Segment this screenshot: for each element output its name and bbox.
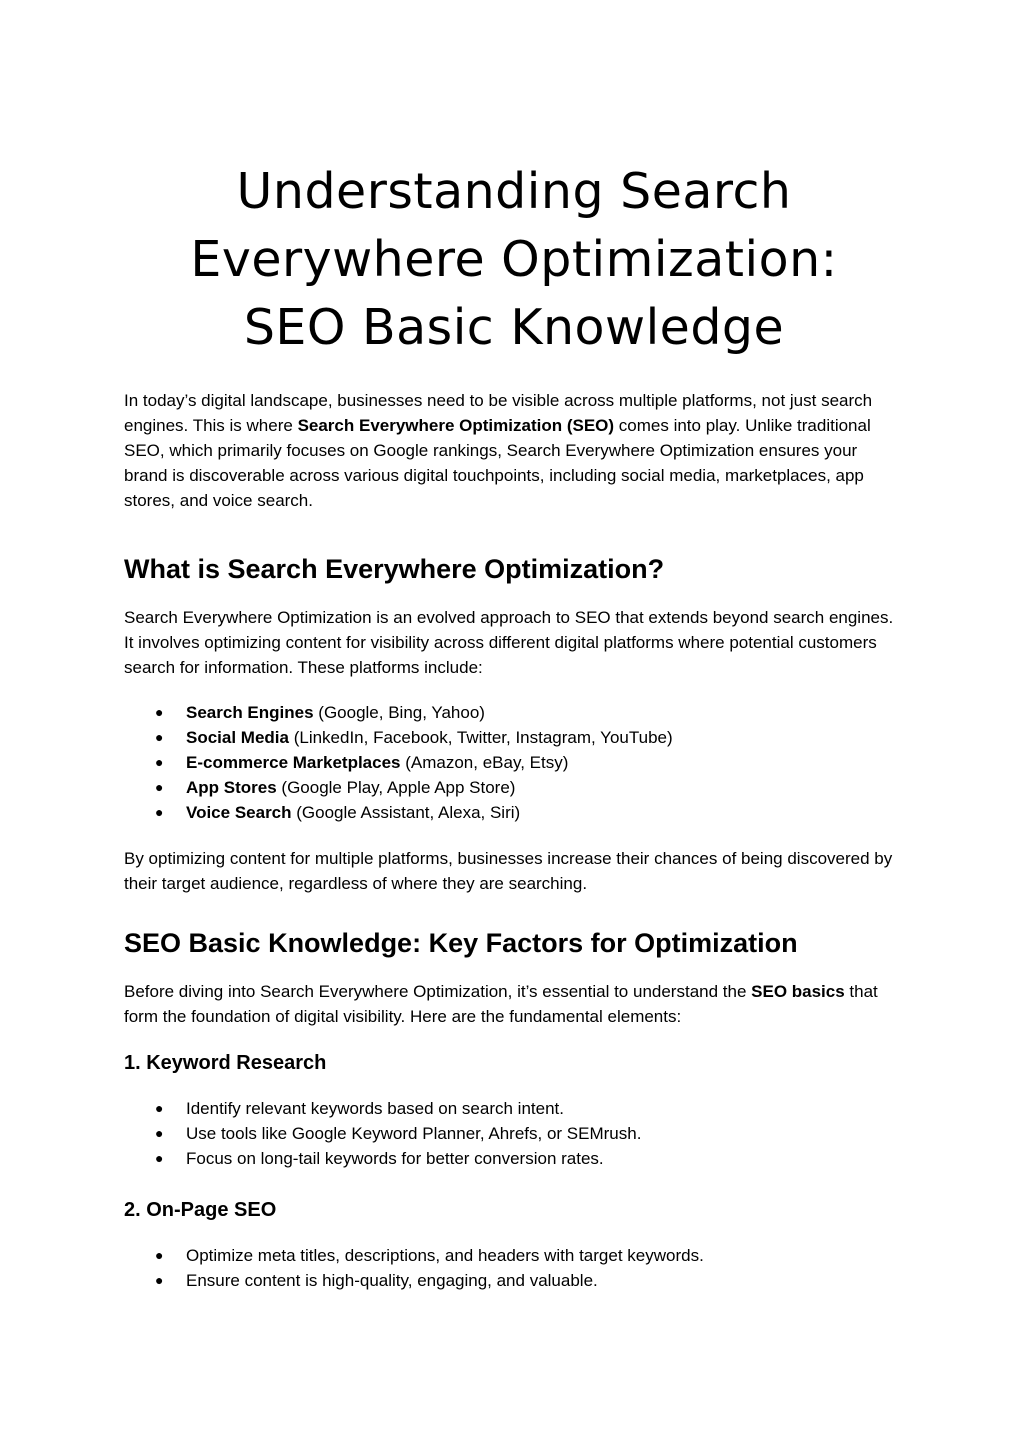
list-item bbox=[124, 800, 904, 825]
section2-bold-term: SEO basics bbox=[751, 982, 845, 1001]
platform-examples: (LinkedIn, Facebook, Twitter, Instagram, YouTube) bbox=[288, 728, 673, 747]
list-item bbox=[124, 775, 904, 800]
bullet-icon: ● bbox=[155, 1247, 164, 1263]
platform-examples: (Amazon, eBay, Etsy) bbox=[400, 753, 569, 772]
intro-paragraph bbox=[124, 388, 904, 513]
list-item-text: Ensure content is high-quality, engaging, and valuable. bbox=[186, 1271, 598, 1290]
bullet-icon: ● bbox=[155, 779, 164, 795]
intro-text-before: In today’s digital landscape, businesses need to be visible across multiple platforms, not just search engines. This is where bbox=[124, 391, 873, 435]
list-item-text: Use tools like Google Keyword Planner, Ahrefs, or SEMrush. bbox=[186, 1124, 642, 1143]
keyword-research-list bbox=[124, 1096, 904, 1171]
intro-bold-term: Search Everywhere Optimization (SEO) bbox=[297, 416, 615, 435]
page-title bbox=[124, 158, 904, 362]
section2-text-before: Before diving into Search Everywhere Optimization, it’s essential to understand the bbox=[124, 982, 752, 1001]
list-item bbox=[124, 700, 904, 725]
platform-examples: (Google Assistant, Alexa, Siri) bbox=[291, 803, 521, 822]
section2-paragraph bbox=[124, 979, 904, 1029]
bullet-icon: ● bbox=[155, 729, 164, 745]
platform-examples: (Google, Bing, Yahoo) bbox=[313, 703, 485, 722]
platform-name: Social Media bbox=[186, 728, 289, 747]
subheading-on-page-seo: 2. On-Page SEO bbox=[124, 1199, 277, 1221]
platform-examples: (Google Play, Apple App Store) bbox=[276, 778, 516, 797]
subheading-keyword-research: 1. Keyword Research bbox=[124, 1052, 327, 1074]
bullet-icon: ● bbox=[155, 1272, 164, 1288]
platform-name: E-commerce Marketplaces bbox=[186, 753, 401, 772]
platform-name: Search Engines bbox=[186, 703, 314, 722]
platform-list bbox=[124, 700, 904, 825]
on-page-seo-list bbox=[124, 1243, 904, 1293]
list-item bbox=[124, 1121, 904, 1146]
platform-name: App Stores bbox=[186, 778, 277, 797]
platform-name: Voice Search bbox=[186, 803, 292, 822]
section1-paragraph: Search Everywhere Optimization is an evolved approach to SEO that extends beyond search engines. It involves optimizing content for visibility across different digital platforms where potential customers search for information. These platforms include: bbox=[124, 608, 894, 677]
title-line-2: Everywhere Optimization: bbox=[190, 231, 838, 288]
section-heading-seo-basics: SEO Basic Knowledge: Key Factors for Optimization bbox=[124, 928, 798, 958]
title-line-3: SEO Basic Knowledge bbox=[243, 299, 785, 356]
intro-text-after: comes into play. Unlike traditional SEO, which primarily focuses on Google rankings, Search Everywhere Optimization ensures your brand is discoverable across various digital touchpoints, including social media, marketplaces, app stores, and voice search. bbox=[124, 416, 871, 510]
list-item bbox=[124, 725, 904, 750]
list-item bbox=[124, 1096, 904, 1121]
bullet-icon: ● bbox=[155, 1125, 164, 1141]
list-item-text: Focus on long-tail keywords for better conversion rates. bbox=[186, 1149, 604, 1168]
bullet-icon: ● bbox=[155, 1150, 164, 1166]
section1-closing-paragraph: By optimizing content for multiple platforms, businesses increase their chances of being discovered by their target audience, regardless of where they are searching. bbox=[124, 849, 893, 893]
list-item bbox=[124, 1146, 904, 1171]
bullet-icon: ● bbox=[155, 1100, 164, 1116]
list-item bbox=[124, 1268, 904, 1293]
section-heading-what-is: What is Search Everywhere Optimization? bbox=[124, 554, 665, 584]
bullet-icon: ● bbox=[155, 754, 164, 770]
bullet-icon: ● bbox=[155, 804, 164, 820]
list-item-text: Optimize meta titles, descriptions, and headers with target keywords. bbox=[186, 1246, 704, 1265]
list-item bbox=[124, 1243, 904, 1268]
title-line-1: Understanding Search bbox=[236, 163, 792, 220]
section2-text-after: that form the foundation of digital visibility. Here are the fundamental elements: bbox=[124, 982, 878, 1026]
list-item-text: Identify relevant keywords based on search intent. bbox=[186, 1099, 564, 1118]
bullet-icon: ● bbox=[155, 704, 164, 720]
document-page bbox=[124, 158, 904, 1293]
list-item bbox=[124, 750, 904, 775]
